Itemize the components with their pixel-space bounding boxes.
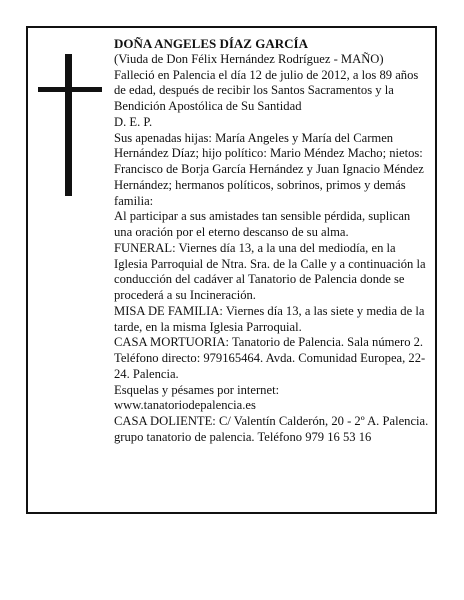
prayer-request: Al participar a sus amistades tan sensible pérdida, suplican una oración por el eterno descanso de su alma. — [114, 209, 411, 239]
footer-contact: grupo tanatorio de palencia. Teléfono 979 16 53 16 — [114, 429, 372, 444]
mortuary-info: CASA MORTUORIA: Tanatorio de Palencia. Sala número 2. Teléfono directo: 979165464. Avda. Comunidad Europea, 22-24. Palencia. — [114, 335, 426, 381]
family-mass-info: MISA DE FAMILIA: Viernes día 13, a las siete y media de la tarde, en la misma Iglesia Parroquial. — [114, 303, 425, 334]
deceased-name: DOÑA ANGELES DÍAZ GARCÍA — [114, 36, 308, 51]
grieving-house-info: CASA DOLIENTE: C/ Valentín Calderón, 20 - 2º A. Palencia. — [114, 414, 429, 428]
cross-icon-bar — [38, 87, 102, 92]
dep-line: D. E. P. — [114, 114, 153, 129]
family-list: Sus apenadas hijas: María Angeles y María del Carmen Hernández Díaz; hijo político: Mario Méndez Macho; nietos: Francisco de Borja García Hernández y Juan Ignacio Méndez Hernández; hermanos políticos, sobrinos, primos y demás familia: — [114, 130, 424, 208]
condolences-label: Esquelas y pésames por internet: — [114, 382, 280, 397]
widow-line: (Viuda de Don Félix Hernández Rodríguez - MAÑO) — [114, 51, 384, 66]
website-link[interactable]: www.tanatoriodepalencia.es — [114, 398, 256, 413]
funeral-info: FUNERAL: Viernes día 13, a la una del mediodía, en la Iglesia Parroquial de Ntra. Sra. de la Calle y a continuación la conducción del cadáver al Tanatorio de Palencia donde se procederá a su Incineración. — [114, 240, 426, 302]
death-details: Falleció en Palencia el día 12 de julio de 2012, a los 89 años de edad, después de recibir los Santos Sacramentos y la Bendición Apostólica de Su Santidad — [114, 67, 419, 113]
cross-icon — [65, 54, 72, 196]
obituary-text — [114, 36, 429, 446]
